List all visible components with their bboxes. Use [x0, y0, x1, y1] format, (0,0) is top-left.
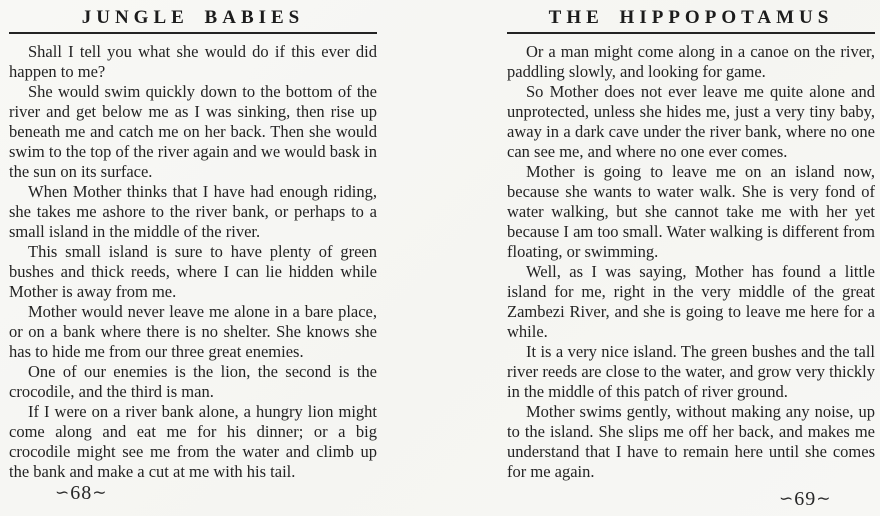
page-number-value: 69 — [794, 488, 817, 510]
right-page-body — [507, 42, 875, 482]
paragraph: Mother would never leave me alone in a bare place, or on a bank where there is no shelter. She knows she has to hide me from our three great enemies. — [9, 302, 377, 361]
paragraph: This small island is sure to have plenty of green bushes and thick reeds, where I can lie hidden while Mother is away from me. — [9, 242, 377, 301]
paragraph: One of our enemies is the lion, the second is the crocodile, and the third is man. — [9, 362, 377, 401]
left-page-running-header: JUNGLE BABIES — [81, 7, 305, 28]
paragraph: It is a very nice island. The green bushes and the tall river reeds are close to the water, and grow very thickly in the middle of this patch of river ground. — [507, 342, 875, 401]
right-header-rule — [507, 32, 875, 34]
right-page-number — [779, 488, 832, 511]
paragraph: When Mother thinks that I have had enough riding, she takes me ashore to the river bank, or perhaps to a small island in the middle of the river. — [9, 182, 377, 241]
paragraph: Or a man might come along in a canoe on the river, paddling slowly, and looking for game. — [507, 42, 875, 81]
paragraph: Shall I tell you what she would do if this ever did happen to me? — [9, 42, 377, 81]
right-page-running-header: THE HIPPOPOTAMUS — [548, 7, 834, 28]
swung-dash-ornament-left: ∽ — [779, 489, 795, 508]
paragraph: She would swim quickly down to the bottom of the river and get below me as I was sinking, then rise up beneath me and catch me on her back. Then she would swim to the top of the river again and we would bask in the sun on its surface. — [9, 82, 377, 181]
right-page — [507, 0, 875, 516]
left-header-rule — [9, 32, 377, 34]
paragraph: So Mother does not ever leave me quite alone and unprotected, unless she hides me, just a very tiny baby, away in a dark cave under the river bank, where no one can see me, and where no one ever comes. — [507, 82, 875, 161]
left-page-number — [55, 482, 108, 505]
paragraph: Mother is going to leave me on an island now, because she wants to water walk. She is very fond of water walking, but she cannot take me with her yet because I am too small. Water walking is different from floating, or swimming. — [507, 162, 875, 261]
swung-dash-ornament-right: ∼ — [816, 489, 832, 508]
swung-dash-ornament-right: ∼ — [92, 483, 108, 502]
paragraph: If I were on a river bank alone, a hungry lion might come along and eat me for his dinner; or a big crocodile might see me from the water and climb up the bank and make a cut at me with his tail. — [9, 402, 377, 481]
left-page-body — [9, 42, 377, 482]
paragraph: Well, as I was saying, Mother has found a little island for me, right in the very middle of the great Zambezi River, and she is going to leave me here for a while. — [507, 262, 875, 341]
paragraph: Mother swims gently, without making any noise, up to the island. She slips me off her back, and makes me understand that I have to remain here until she comes for me again. — [507, 402, 875, 481]
page-number-value: 68 — [70, 482, 93, 504]
left-page — [9, 0, 377, 516]
swung-dash-ornament-left: ∽ — [55, 483, 71, 502]
